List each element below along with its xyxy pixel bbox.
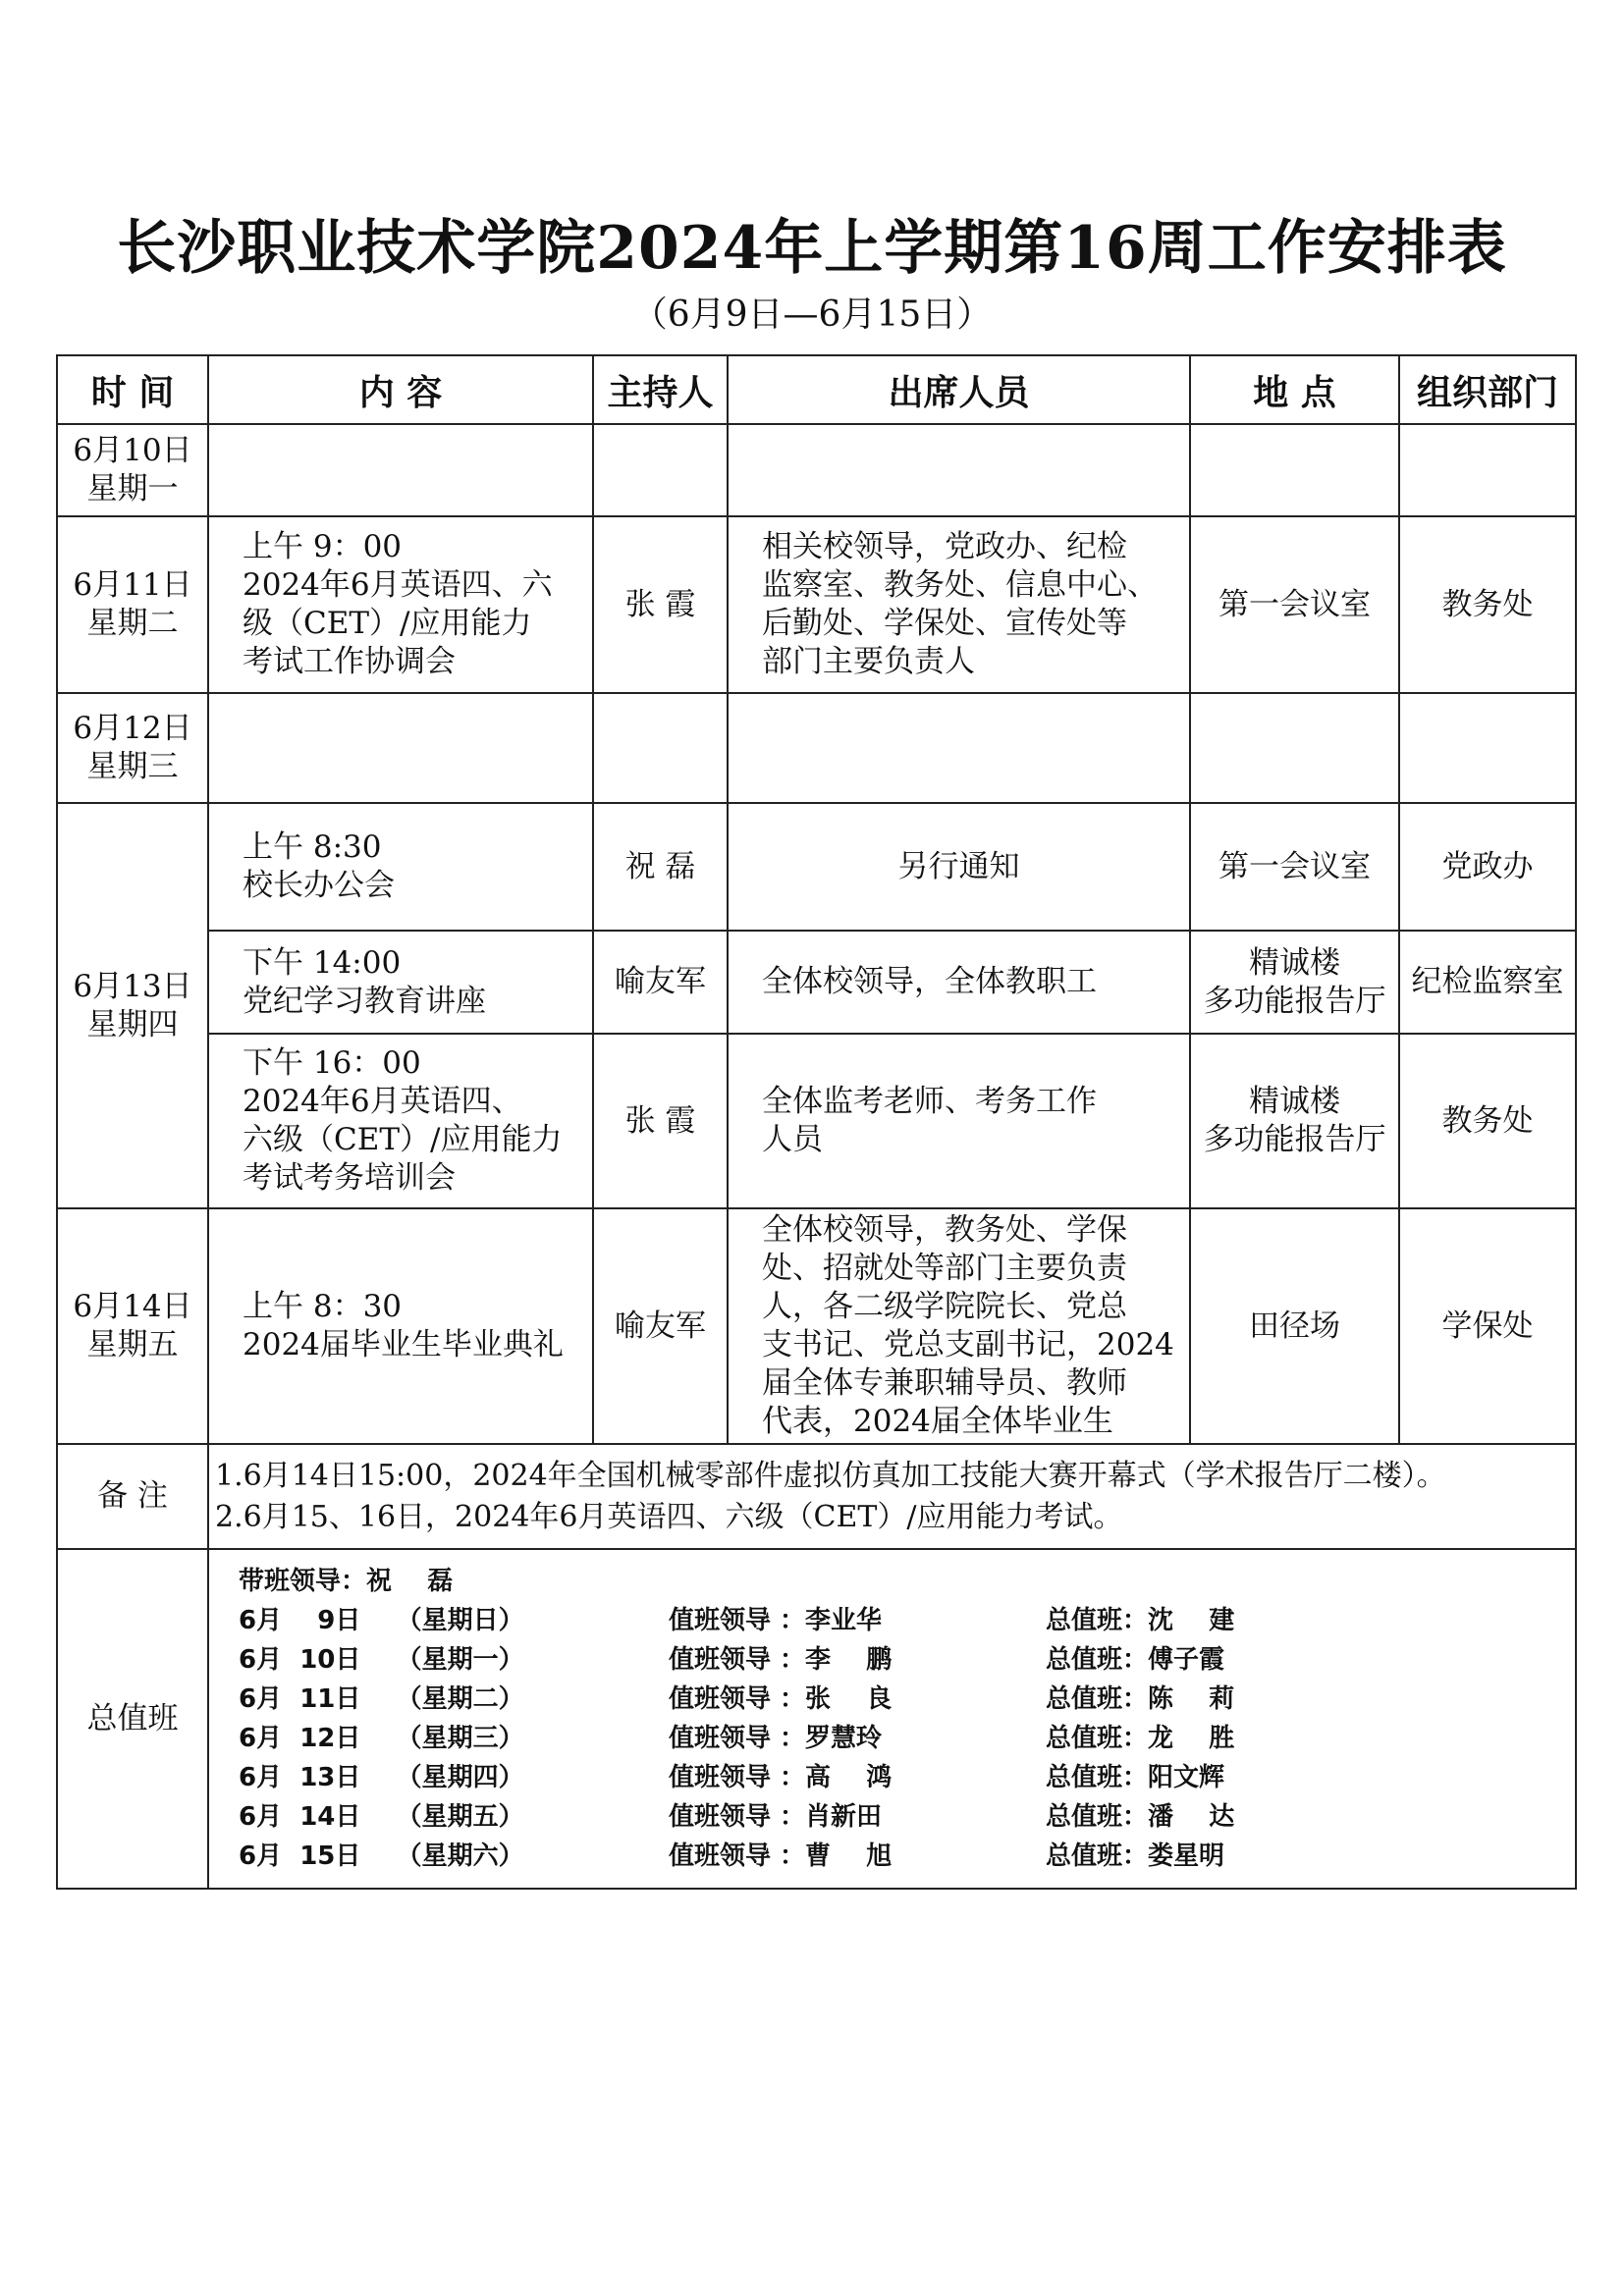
note-line: 2.6月15、16日，2024年6月英语四、六级（CET）/应用能力考试。 bbox=[215, 1499, 1123, 1534]
duty-entry bbox=[239, 1601, 1575, 1640]
duty-chief: 总值班：沈 建 bbox=[1046, 1606, 1235, 1635]
duty-entry bbox=[239, 1797, 1575, 1837]
duty-chief: 总值班：娄星明 bbox=[1046, 1842, 1225, 1871]
department-cell: 教务处 bbox=[1399, 1034, 1576, 1208]
day-cell bbox=[57, 424, 208, 516]
duty-chief: 总值班：阳文辉 bbox=[1046, 1763, 1225, 1792]
location-cell: 第一会议室 bbox=[1190, 803, 1399, 931]
table-row bbox=[57, 424, 1576, 516]
notes-row bbox=[57, 1444, 1576, 1549]
location-cell bbox=[1190, 1034, 1399, 1208]
attendee-line: 人，各二级学院院长、党总 bbox=[762, 1289, 1127, 1324]
duty-leader-name: 值班领导 ：高 鸿 bbox=[669, 1763, 893, 1792]
event-title-line: 党纪学习教育讲座 bbox=[243, 983, 486, 1019]
day-date: 6月13日 bbox=[73, 968, 192, 1004]
day-weekday: 星期四 bbox=[86, 1006, 179, 1042]
content-cell bbox=[208, 931, 593, 1034]
duty-leader-name: 值班领导 ：李 鹏 bbox=[669, 1645, 893, 1675]
attendees-cell bbox=[728, 1208, 1190, 1444]
notes-label: 备 注 bbox=[57, 1444, 208, 1549]
location-cell: 田径场 bbox=[1190, 1208, 1399, 1444]
header-department: 组织部门 bbox=[1399, 355, 1576, 424]
host-cell: 喻友军 bbox=[593, 1208, 728, 1444]
schedule-table bbox=[56, 354, 1577, 1890]
location-line: 多功能报告厅 bbox=[1203, 1122, 1386, 1157]
duty-day: 6月 10日 （星期一） bbox=[239, 1645, 524, 1675]
event-time: 上午 9：00 bbox=[243, 529, 403, 564]
day-date: 6月12日 bbox=[73, 711, 192, 746]
location-line: 多功能报告厅 bbox=[1203, 983, 1386, 1019]
duty-entry bbox=[239, 1680, 1575, 1719]
duty-row bbox=[57, 1549, 1576, 1889]
duty-chief: 总值班：潘 达 bbox=[1046, 1802, 1235, 1832]
location-cell bbox=[1190, 424, 1399, 516]
duty-day: 6月 9日 （星期日） bbox=[239, 1606, 524, 1635]
duty-leader-name: 值班领导 ：李业华 bbox=[669, 1606, 883, 1635]
duty-chief: 总值班：傅子霞 bbox=[1046, 1645, 1225, 1675]
header-host: 主持人 bbox=[593, 355, 728, 424]
attendees-cell: 另行通知 bbox=[728, 803, 1190, 931]
attendees-cell bbox=[728, 693, 1190, 803]
host-cell: 张 霞 bbox=[593, 516, 728, 693]
table-row bbox=[57, 931, 1576, 1034]
event-title-line: 级（CET）/应用能力 bbox=[243, 606, 532, 641]
duty-chief: 总值班：龙 胜 bbox=[1046, 1724, 1235, 1753]
event-time: 下午 14:00 bbox=[243, 944, 402, 981]
attendee-line: 监察室、教务处、信息中心、 bbox=[762, 567, 1158, 603]
duty-cell bbox=[208, 1549, 1576, 1889]
table-row bbox=[57, 1208, 1576, 1444]
event-title-line: 六级（CET）/应用能力 bbox=[243, 1122, 563, 1157]
duty-day: 6月 14日 （星期五） bbox=[239, 1802, 524, 1832]
content-cell bbox=[208, 424, 593, 516]
event-title-line: 校长办公会 bbox=[243, 868, 395, 903]
table-row bbox=[57, 516, 1576, 693]
location-line: 精诚楼 bbox=[1249, 944, 1340, 981]
attendees-cell: 全体校领导，全体教职工 bbox=[728, 931, 1190, 1034]
header-time: 时 间 bbox=[57, 355, 208, 424]
day-weekday: 星期三 bbox=[86, 749, 179, 784]
attendee-line: 人员 bbox=[762, 1122, 823, 1157]
department-cell bbox=[1399, 693, 1576, 803]
location-cell bbox=[1190, 693, 1399, 803]
duty-day: 6月 15日 （星期六） bbox=[239, 1842, 524, 1871]
duty-label: 总值班 bbox=[57, 1549, 208, 1889]
host-cell bbox=[593, 424, 728, 516]
page-title: 长沙职业技术学院2024年上学期第16周工作安排表 bbox=[117, 214, 1507, 283]
event-title-line: 2024年6月英语四、 bbox=[243, 1084, 522, 1119]
location-line: 精诚楼 bbox=[1249, 1084, 1340, 1119]
attendee-line: 部门主要负责人 bbox=[762, 644, 975, 679]
attendee-line: 后勤处、学保处、宣传处等 bbox=[762, 606, 1127, 641]
department-cell: 教务处 bbox=[1399, 516, 1576, 693]
header-location: 地 点 bbox=[1190, 355, 1399, 424]
duty-leader: 带班领导：祝 磊 bbox=[239, 1567, 454, 1596]
event-title-line: 考试考务培训会 bbox=[243, 1160, 456, 1196]
header-content: 内 容 bbox=[208, 355, 593, 424]
table-row bbox=[57, 1034, 1576, 1208]
attendee-line: 支书记、党总支副书记，2024 bbox=[762, 1327, 1174, 1362]
content-cell bbox=[208, 516, 593, 693]
duty-day: 6月 11日 （星期二） bbox=[239, 1684, 524, 1714]
day-cell bbox=[57, 516, 208, 693]
host-cell bbox=[593, 693, 728, 803]
day-weekday: 星期一 bbox=[86, 471, 179, 507]
duty-leader-name: 值班领导 ：罗慧玲 bbox=[669, 1724, 883, 1753]
duty-entry bbox=[239, 1837, 1575, 1876]
duty-leader-name: 值班领导 ：张 良 bbox=[669, 1684, 893, 1714]
department-cell: 学保处 bbox=[1399, 1208, 1576, 1444]
duty-day: 6月 12日 （星期三） bbox=[239, 1724, 524, 1753]
event-title-line: 2024届毕业生毕业典礼 bbox=[243, 1327, 564, 1362]
attendees-cell bbox=[728, 516, 1190, 693]
duty-entry bbox=[239, 1640, 1575, 1680]
day-weekday: 星期五 bbox=[86, 1327, 179, 1362]
attendees-cell bbox=[728, 424, 1190, 516]
header-row bbox=[57, 355, 1576, 424]
table-row bbox=[57, 693, 1576, 803]
duty-entry bbox=[239, 1719, 1575, 1758]
department-cell: 党政办 bbox=[1399, 803, 1576, 931]
host-cell: 喻友军 bbox=[593, 931, 728, 1034]
attendee-line: 全体监考老师、考务工作 bbox=[762, 1084, 1097, 1119]
attendees-cell bbox=[728, 1034, 1190, 1208]
content-cell bbox=[208, 803, 593, 931]
day-weekday: 星期二 bbox=[86, 606, 179, 641]
duty-leader-name: 值班领导 ：肖新田 bbox=[669, 1802, 883, 1832]
event-time: 下午 16：00 bbox=[243, 1045, 421, 1081]
event-time: 上午 8:30 bbox=[243, 829, 382, 865]
attendee-line: 代表，2024届全体毕业生 bbox=[762, 1404, 1113, 1439]
attendee-line: 处、招就处等部门主要负责 bbox=[762, 1251, 1127, 1286]
duty-day: 6月 13日 （星期四） bbox=[239, 1763, 524, 1792]
department-cell: 纪检监察室 bbox=[1399, 931, 1576, 1034]
day-cell bbox=[57, 1208, 208, 1444]
location-cell bbox=[1190, 931, 1399, 1034]
duty-leader-name: 值班领导 ：曹 旭 bbox=[669, 1842, 893, 1871]
table-row bbox=[57, 803, 1576, 931]
content-cell bbox=[208, 693, 593, 803]
content-cell bbox=[208, 1034, 593, 1208]
date-range: （6月9日—6月15日） bbox=[631, 294, 993, 335]
event-title-line: 2024年6月英语四、六 bbox=[243, 567, 553, 603]
header-attendees: 出席人员 bbox=[728, 355, 1190, 424]
day-cell bbox=[57, 803, 208, 1208]
day-date: 6月11日 bbox=[73, 567, 192, 603]
event-title-line: 考试工作协调会 bbox=[243, 644, 456, 679]
event-time: 上午 8：30 bbox=[243, 1289, 403, 1324]
attendee-line: 相关校领导，党政办、纪检 bbox=[762, 529, 1127, 564]
note-line: 1.6月14日15:00，2024年全国机械零部件虚拟仿真加工技能大赛开幕式（学术报告厅二楼）。 bbox=[215, 1458, 1446, 1493]
day-cell bbox=[57, 693, 208, 803]
attendee-line: 届全体专兼职辅导员、教师 bbox=[762, 1365, 1127, 1401]
host-cell: 祝 磊 bbox=[593, 803, 728, 931]
day-date: 6月14日 bbox=[73, 1289, 192, 1324]
duty-entry bbox=[239, 1758, 1575, 1797]
department-cell bbox=[1399, 424, 1576, 516]
content-cell bbox=[208, 1208, 593, 1444]
attendee-line: 全体校领导，教务处、学保 bbox=[762, 1212, 1127, 1248]
day-date: 6月10日 bbox=[73, 433, 192, 468]
duty-chief: 总值班：陈 莉 bbox=[1046, 1684, 1235, 1714]
location-cell: 第一会议室 bbox=[1190, 516, 1399, 693]
host-cell: 张 霞 bbox=[593, 1034, 728, 1208]
notes-cell bbox=[208, 1444, 1576, 1549]
